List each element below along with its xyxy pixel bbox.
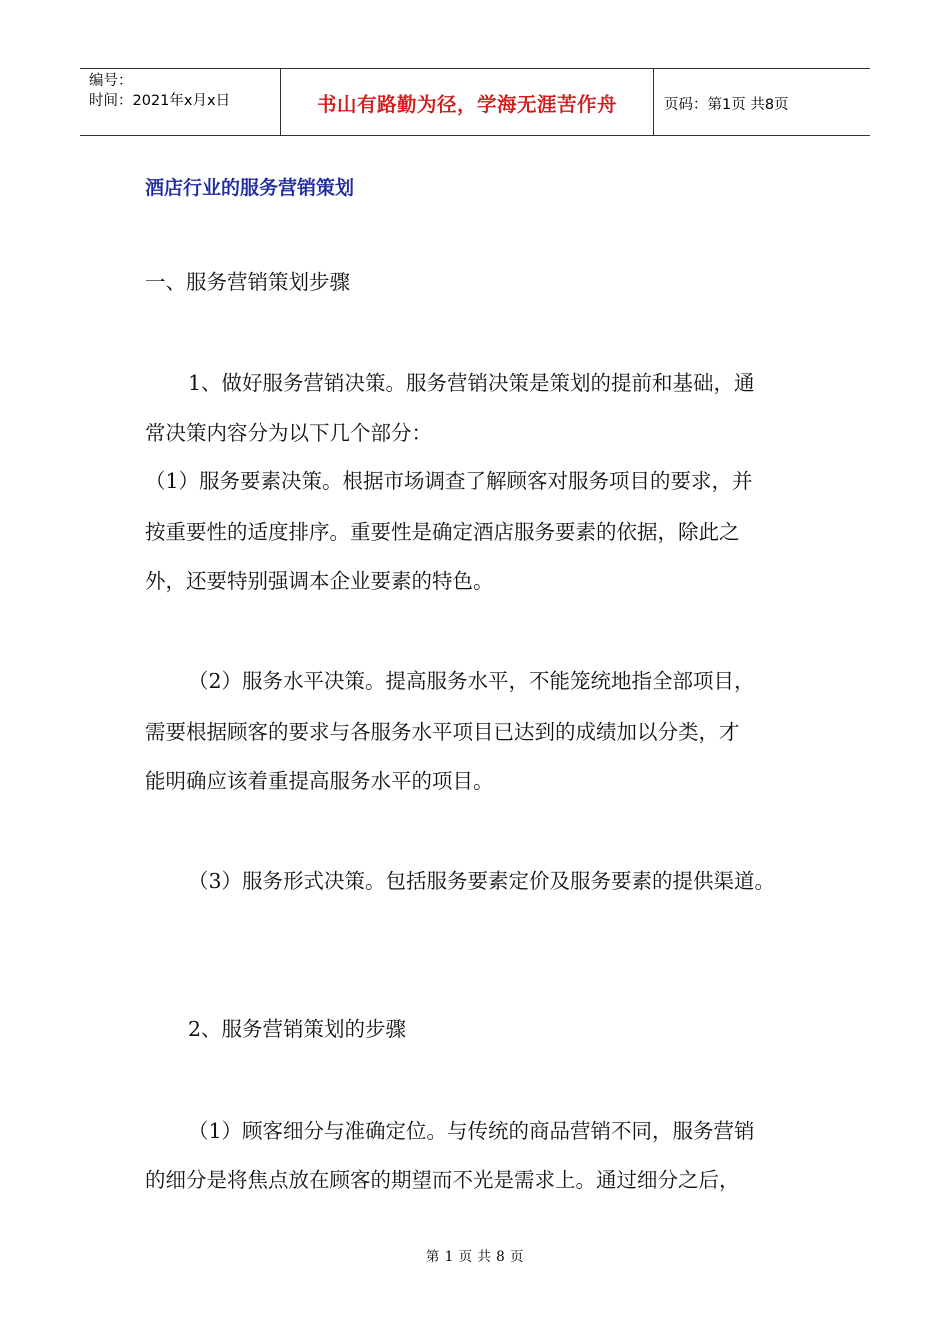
paragraph-line: 需要根据顾客的要求与各服务水平项目已达到的成绩加以分类，才	[145, 720, 740, 744]
section-heading: 2、服务营销策划的步骤	[188, 1017, 407, 1041]
header-meta-cell	[80, 69, 281, 135]
document-title: 酒店行业的服务营销策划	[145, 177, 355, 199]
paragraph-line: （1）顾客细分与准确定位。与传统的商品营销不同，服务营销	[188, 1119, 755, 1143]
section-heading: 一、服务营销策划步骤	[145, 270, 350, 294]
paragraph-line: 外，还要特别强调本企业要素的特色。	[145, 569, 494, 593]
date-label: 时间：2021年x月x日	[89, 93, 231, 109]
paragraph-line: 按重要性的适度排序。重要性是确定酒店服务要素的依据，除此之	[145, 520, 740, 544]
header-page-label: 页码：第1页 共8页	[664, 96, 789, 113]
header-motto: 书山有路勤为径，学海无涯苦作舟	[281, 69, 654, 135]
paragraph-line: 1、做好服务营销决策。服务营销决策是策划的提前和基础，通	[188, 371, 755, 395]
paragraph-line: 能明确应该着重提高服务水平的项目。	[145, 769, 494, 793]
paragraph-line: 常决策内容分为以下几个部分：	[145, 421, 432, 445]
document-header	[80, 68, 870, 136]
number-label: 编号：	[89, 73, 133, 89]
paragraph-line: （2）服务水平决策。提高服务水平，不能笼统地指全部项目，	[188, 669, 755, 693]
paragraph-line: （3）服务形式决策。包括服务要素定价及服务要素的提供渠道。	[188, 869, 776, 893]
paragraph-line: 的细分是将焦点放在顾客的期望而不光是需求上。通过细分之后，	[145, 1168, 740, 1192]
paragraph-line: （1）服务要素决策。根据市场调查了解顾客对服务项目的要求，并	[145, 469, 753, 493]
page-footer: 第 1 页 共 8 页	[425, 1249, 525, 1265]
